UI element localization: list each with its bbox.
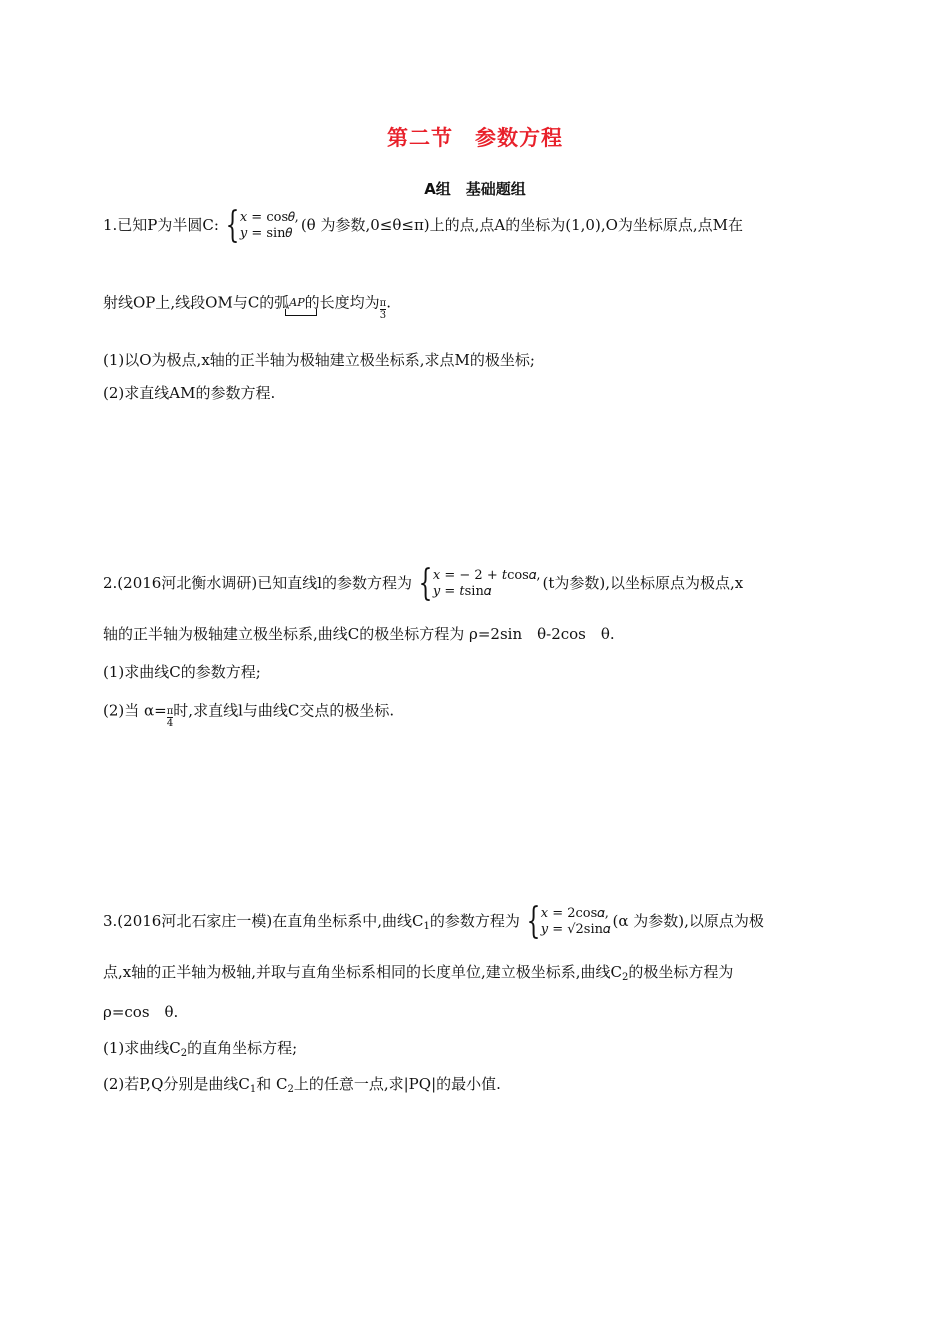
q3-part2-b: 和 C	[256, 1075, 288, 1093]
q1-arc-label: 𝐴𝑃	[289, 295, 305, 309]
q2-part1: (1)求曲线C的参数方程;	[103, 663, 261, 681]
q3-sys-row2: 𝑦 = √2sin𝛼	[540, 922, 611, 937]
q3-line2	[103, 962, 733, 988]
q3-part1	[103, 1038, 297, 1064]
q3-part1-pre: (1)求曲线C	[103, 1039, 181, 1057]
q3-part2-a: (2)若P,Q分别是曲线C	[103, 1075, 250, 1093]
q1-post: (θ 为参数,0≤θ≤π)上的点,点A的坐标为(1,0),O为坐标原点,点M在	[300, 216, 744, 234]
q1-frac-den: 3	[379, 310, 387, 321]
q2-frac-num: π	[166, 706, 174, 717]
q3-sub1: 1	[423, 921, 430, 932]
q2-pre: 2.(2016河北衡水调研)已知直线l的参数方程为	[103, 574, 412, 592]
q3-post: (α 为参数),以原点为极	[612, 912, 764, 930]
q2-part2-pre: (2)当 α=	[103, 701, 167, 720]
q2-line2: 轴的正半轴为极轴建立极坐标系,曲线C的极坐标方程为 ρ=2sin θ-2cos θ.	[103, 625, 615, 643]
q1-equation-system	[221, 205, 299, 246]
q3-pre2: 的参数方程为	[429, 912, 520, 930]
q1-pre: 1.已知P为半圆C:	[103, 216, 219, 234]
q1-part2: (2)求直线AM的参数方程.	[103, 384, 276, 402]
q1-arc	[289, 293, 304, 313]
q2-line1	[103, 563, 744, 604]
q3-line2-post: 的极坐标方程为	[628, 963, 734, 981]
q1-line2-pre: 射线OP上,线段OM与C的弧	[103, 293, 290, 312]
group-heading: A组 基础题组	[424, 180, 526, 198]
q1-line2-mid: 的长度均为	[304, 293, 380, 312]
q3-line2-pre: 点,x轴的正半轴为极轴,并取与直角坐标系相同的长度单位,建立极坐标系,曲线C	[103, 963, 623, 981]
q2-part2	[103, 700, 395, 729]
q1-frac-num: π	[379, 298, 387, 309]
q1-part1: (1)以O为极点,x轴的正半轴为极轴建立极坐标系,求点M的极坐标;	[103, 351, 535, 369]
brace-icon: {	[526, 901, 541, 942]
q2-frac-den: 4	[166, 718, 174, 729]
brace-icon: {	[418, 563, 433, 604]
q1-sys-row2: 𝑦 = sin𝜃	[239, 226, 293, 241]
q1-line2-end: .	[386, 293, 392, 312]
q1-sys-row1: 𝑥 = cos𝜃,	[239, 210, 299, 225]
q1-fraction	[380, 298, 387, 321]
q2-equation-system	[414, 563, 541, 604]
q1-line1	[103, 205, 744, 246]
q3-pre: 3.(2016河北石家庄一模)在直角坐标系中,曲线C	[103, 912, 424, 930]
q2-sys-row1: 𝑥 = − 2 + 𝑡cos𝛼,	[432, 568, 541, 583]
brace-icon: {	[225, 205, 240, 246]
q3-sys-row1: 𝑥 = 2cos𝛼,	[540, 906, 609, 921]
q2-sys-row2: 𝑦 = 𝑡sin𝛼	[432, 584, 492, 599]
q3-part1-sub: 2	[180, 1048, 188, 1059]
q3-part1-post: 的直角坐标方程;	[187, 1039, 298, 1057]
q3-line3: ρ=cos θ.	[103, 1003, 179, 1021]
q3-part2-sub1: 1	[249, 1084, 257, 1095]
q3-line1	[103, 901, 764, 942]
q2-post: (t为参数),以坐标原点为极点,x	[542, 574, 744, 592]
q2-fraction	[167, 706, 174, 729]
q2-part2-post: 时,求直线l与曲线C交点的极坐标.	[173, 701, 395, 720]
q1-line2	[103, 292, 392, 321]
q3-equation-system	[522, 901, 611, 942]
page-title: 第二节 参数方程	[387, 126, 563, 150]
q3-part2	[103, 1074, 501, 1100]
q3-sub2: 2	[622, 972, 629, 983]
arc-bracket-icon	[285, 309, 317, 316]
q3-part2-c: 上的任意一点,求|PQ|的最小值.	[293, 1075, 501, 1093]
q3-part2-sub2: 2	[287, 1084, 294, 1095]
